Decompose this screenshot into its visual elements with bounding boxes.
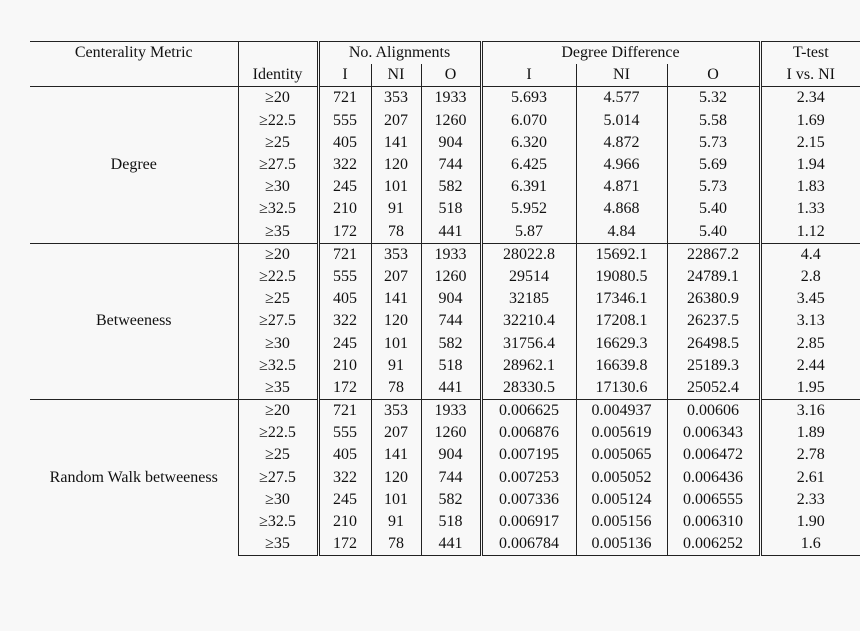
cell-d-ni: 0.005156	[576, 511, 667, 533]
cell-a-i: 322	[318, 310, 371, 332]
cell-d-i: 5.87	[481, 221, 576, 244]
cell-a-i: 210	[318, 355, 371, 377]
cell-d-i: 31756.4	[481, 332, 576, 354]
cell-a-i: 405	[318, 444, 371, 466]
cell-a-o: 1933	[421, 87, 481, 110]
identity-threshold: ≥ 22.5	[259, 112, 296, 129]
cell-identity	[238, 422, 318, 444]
cell-d-i: 5.693	[481, 87, 576, 110]
cell-d-i: 28962.1	[481, 355, 576, 377]
header-metric: Centerality Metric	[30, 42, 238, 65]
metric-label: Degree	[30, 87, 238, 243]
cell-d-ni: 4.872	[576, 132, 667, 154]
header-no-alignments: No. Alignments	[318, 42, 481, 65]
cell-d-i: 6.320	[481, 132, 576, 154]
cell-a-o: 518	[421, 511, 481, 533]
cell-a-i: 210	[318, 198, 371, 220]
cell-a-i: 322	[318, 154, 371, 176]
cell-a-ni: 207	[371, 110, 421, 132]
cell-a-ni: 91	[371, 511, 421, 533]
cell-identity	[238, 198, 318, 220]
cell-a-o: 904	[421, 288, 481, 310]
cell-a-ni: 207	[371, 422, 421, 444]
cell-identity	[238, 154, 318, 176]
cell-d-i: 5.952	[481, 198, 576, 220]
cell-a-i: 245	[318, 332, 371, 354]
cell-a-i: 555	[318, 422, 371, 444]
cell-identity	[238, 377, 318, 400]
cell-d-i: 28022.8	[481, 243, 576, 266]
cell-a-i: 172	[318, 221, 371, 244]
header-ttest: T-test	[760, 42, 860, 65]
table-row	[30, 243, 860, 266]
identity-threshold: ≥ 35	[265, 379, 290, 396]
cell-a-i: 405	[318, 288, 371, 310]
cell-a-o: 441	[421, 221, 481, 244]
cell-identity	[238, 332, 318, 354]
cell-d-o: 5.73	[667, 132, 760, 154]
cell-a-i: 172	[318, 377, 371, 400]
cell-d-ni: 17130.6	[576, 377, 667, 400]
cell-d-o: 5.40	[667, 221, 760, 244]
cell-d-ni: 4.868	[576, 198, 667, 220]
cell-a-ni: 101	[371, 332, 421, 354]
cell-a-o: 441	[421, 377, 481, 400]
cell-d-ni: 17346.1	[576, 288, 667, 310]
cell-a-i: 245	[318, 176, 371, 198]
cell-t: 1.33	[760, 198, 860, 220]
cell-t: 2.34	[760, 87, 860, 110]
cell-a-o: 582	[421, 176, 481, 198]
cell-a-o: 744	[421, 154, 481, 176]
cell-d-i: 6.070	[481, 110, 576, 132]
cell-d-ni: 4.84	[576, 221, 667, 244]
cell-d-o: 22867.2	[667, 243, 760, 266]
cell-a-ni: 207	[371, 266, 421, 288]
table-row	[30, 87, 860, 110]
cell-d-i: 29514	[481, 266, 576, 288]
cell-a-o: 582	[421, 332, 481, 354]
cell-a-o: 904	[421, 132, 481, 154]
cell-identity	[238, 489, 318, 511]
header-align-o: O	[421, 64, 481, 87]
identity-threshold: ≥ 30	[265, 491, 290, 508]
cell-a-o: 1933	[421, 400, 481, 423]
identity-threshold: ≥ 30	[265, 335, 290, 352]
identity-threshold: ≥ 32.5	[259, 513, 296, 530]
identity-threshold: ≥ 20	[265, 402, 290, 419]
cell-d-o: 0.00606	[667, 400, 760, 423]
cell-d-ni: 0.004937	[576, 400, 667, 423]
cell-a-o: 1260	[421, 110, 481, 132]
cell-d-o: 0.006472	[667, 444, 760, 466]
identity-threshold: ≥ 32.5	[259, 200, 296, 217]
cell-a-ni: 141	[371, 132, 421, 154]
identity-threshold: ≥ 35	[265, 223, 290, 240]
identity-threshold: ≥ 22.5	[259, 424, 296, 441]
cell-d-ni: 4.966	[576, 154, 667, 176]
cell-a-ni: 78	[371, 221, 421, 244]
cell-a-i: 721	[318, 400, 371, 423]
cell-t: 4.4	[760, 243, 860, 266]
cell-identity	[238, 110, 318, 132]
identity-threshold: ≥ 22.5	[259, 268, 296, 285]
cell-identity	[238, 243, 318, 266]
cell-d-ni: 0.005052	[576, 467, 667, 489]
cell-a-ni: 101	[371, 176, 421, 198]
header-row-2	[30, 64, 860, 87]
cell-d-ni: 4.871	[576, 176, 667, 198]
cell-a-i: 210	[318, 511, 371, 533]
cell-d-ni: 0.005065	[576, 444, 667, 466]
table-row	[30, 400, 860, 423]
cell-t: 3.45	[760, 288, 860, 310]
cell-identity	[238, 221, 318, 244]
header-identity: Identity	[238, 64, 318, 87]
identity-threshold: ≥ 25	[265, 134, 290, 151]
cell-identity	[238, 511, 318, 533]
cell-t: 1.94	[760, 154, 860, 176]
identity-threshold: ≥ 35	[265, 535, 290, 552]
cell-a-ni: 120	[371, 154, 421, 176]
cell-t: 2.15	[760, 132, 860, 154]
cell-a-o: 441	[421, 533, 481, 556]
cell-d-ni: 17208.1	[576, 310, 667, 332]
header-deg-o: O	[667, 64, 760, 87]
cell-t: 3.13	[760, 310, 860, 332]
cell-identity	[238, 310, 318, 332]
cell-d-o: 5.73	[667, 176, 760, 198]
cell-t: 2.78	[760, 444, 860, 466]
cell-a-o: 1933	[421, 243, 481, 266]
cell-d-o: 5.32	[667, 87, 760, 110]
cell-d-o: 5.58	[667, 110, 760, 132]
cell-a-i: 555	[318, 110, 371, 132]
cell-d-o: 25052.4	[667, 377, 760, 400]
cell-a-o: 518	[421, 198, 481, 220]
cell-a-ni: 353	[371, 87, 421, 110]
cell-d-o: 0.006436	[667, 467, 760, 489]
cell-a-i: 172	[318, 533, 371, 556]
cell-d-o: 0.006555	[667, 489, 760, 511]
cell-a-i: 405	[318, 132, 371, 154]
cell-a-ni: 78	[371, 533, 421, 556]
cell-d-ni: 16629.3	[576, 332, 667, 354]
cell-a-ni: 141	[371, 288, 421, 310]
cell-a-o: 904	[421, 444, 481, 466]
cell-a-ni: 78	[371, 377, 421, 400]
cell-t: 2.8	[760, 266, 860, 288]
header-align-i: I	[318, 64, 371, 87]
cell-d-ni: 15692.1	[576, 243, 667, 266]
identity-threshold: ≥ 27.5	[259, 156, 296, 173]
cell-d-o: 0.006310	[667, 511, 760, 533]
cell-d-i: 32210.4	[481, 310, 576, 332]
results-table	[30, 41, 860, 556]
cell-a-i: 555	[318, 266, 371, 288]
cell-identity	[238, 533, 318, 556]
cell-t: 2.61	[760, 467, 860, 489]
cell-d-i: 0.006917	[481, 511, 576, 533]
cell-d-o: 24789.1	[667, 266, 760, 288]
cell-a-ni: 120	[371, 467, 421, 489]
cell-d-o: 5.69	[667, 154, 760, 176]
cell-d-i: 28330.5	[481, 377, 576, 400]
identity-threshold: ≥ 32.5	[259, 357, 296, 374]
identity-threshold: ≥ 25	[265, 446, 290, 463]
cell-d-i: 0.007195	[481, 444, 576, 466]
cell-d-o: 25189.3	[667, 355, 760, 377]
cell-a-i: 245	[318, 489, 371, 511]
header-deg-ni: NI	[576, 64, 667, 87]
metric-label: Betweeness	[30, 243, 238, 399]
cell-t: 1.83	[760, 176, 860, 198]
cell-d-i: 0.006784	[481, 533, 576, 556]
cell-a-ni: 353	[371, 400, 421, 423]
cell-a-ni: 120	[371, 310, 421, 332]
cell-t: 1.95	[760, 377, 860, 400]
cell-a-o: 1260	[421, 422, 481, 444]
cell-a-ni: 101	[371, 489, 421, 511]
cell-identity	[238, 355, 318, 377]
identity-threshold: ≥ 20	[265, 246, 290, 263]
cell-a-ni: 141	[371, 444, 421, 466]
identity-threshold: ≥ 27.5	[259, 312, 296, 329]
cell-d-i: 0.006876	[481, 422, 576, 444]
cell-d-i: 6.391	[481, 176, 576, 198]
cell-a-o: 744	[421, 467, 481, 489]
cell-identity	[238, 132, 318, 154]
cell-d-ni: 4.577	[576, 87, 667, 110]
cell-d-ni: 0.005124	[576, 489, 667, 511]
cell-d-ni: 19080.5	[576, 266, 667, 288]
cell-a-o: 744	[421, 310, 481, 332]
cell-d-ni: 0.005619	[576, 422, 667, 444]
cell-t: 3.16	[760, 400, 860, 423]
cell-identity	[238, 288, 318, 310]
metric-label: Random Walk betweeness	[30, 400, 238, 556]
cell-a-i: 322	[318, 467, 371, 489]
cell-d-o: 26237.5	[667, 310, 760, 332]
cell-d-o: 26498.5	[667, 332, 760, 354]
cell-d-ni: 16639.8	[576, 355, 667, 377]
cell-t: 1.90	[760, 511, 860, 533]
header-deg-i: I	[481, 64, 576, 87]
header-row-1	[30, 42, 860, 65]
cell-d-i: 0.007253	[481, 467, 576, 489]
cell-identity	[238, 176, 318, 198]
cell-d-o: 0.006252	[667, 533, 760, 556]
cell-d-o: 0.006343	[667, 422, 760, 444]
cell-a-o: 518	[421, 355, 481, 377]
cell-d-o: 5.40	[667, 198, 760, 220]
cell-t: 1.69	[760, 110, 860, 132]
cell-t: 1.12	[760, 221, 860, 244]
cell-t: 2.44	[760, 355, 860, 377]
cell-t: 2.85	[760, 332, 860, 354]
cell-identity	[238, 266, 318, 288]
cell-a-o: 582	[421, 489, 481, 511]
cell-d-ni: 0.005136	[576, 533, 667, 556]
header-degree-difference: Degree Difference	[481, 42, 760, 65]
cell-identity	[238, 444, 318, 466]
cell-d-i: 6.425	[481, 154, 576, 176]
cell-a-ni: 91	[371, 198, 421, 220]
identity-threshold: ≥ 30	[265, 178, 290, 195]
cell-t: 1.89	[760, 422, 860, 444]
cell-a-i: 721	[318, 87, 371, 110]
cell-d-o: 26380.9	[667, 288, 760, 310]
header-align-ni: NI	[371, 64, 421, 87]
cell-t: 2.33	[760, 489, 860, 511]
cell-d-i: 0.006625	[481, 400, 576, 423]
header-ttest-sub: I vs. NI	[760, 64, 860, 87]
cell-t: 1.6	[760, 533, 860, 556]
identity-threshold: ≥ 20	[265, 89, 290, 106]
cell-a-ni: 353	[371, 243, 421, 266]
cell-d-i: 32185	[481, 288, 576, 310]
cell-a-o: 1260	[421, 266, 481, 288]
cell-a-i: 721	[318, 243, 371, 266]
cell-identity	[238, 400, 318, 423]
cell-a-ni: 91	[371, 355, 421, 377]
identity-threshold: ≥ 25	[265, 290, 290, 307]
identity-threshold: ≥ 27.5	[259, 469, 296, 486]
cell-d-i: 0.007336	[481, 489, 576, 511]
cell-d-ni: 5.014	[576, 110, 667, 132]
cell-identity	[238, 467, 318, 489]
cell-identity	[238, 87, 318, 110]
